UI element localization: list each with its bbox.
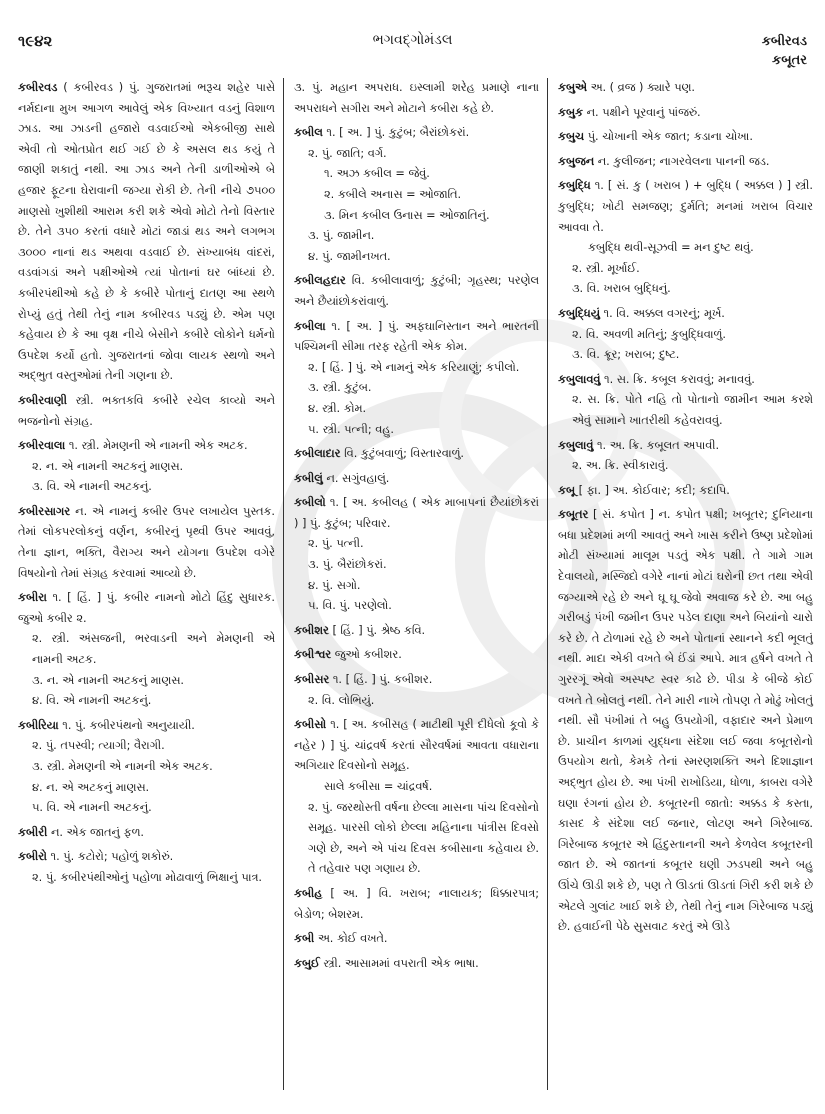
entry-definition-line: [294, 884, 539, 925]
definition-text: ૧. [ હિં. ] પું. કબીશર.: [332, 673, 433, 687]
dictionary-entry: [558, 127, 813, 148]
sense-line: ૩. ન. એ નામની અટકનું માણસ.: [32, 673, 185, 687]
headword: કબીરવાણી: [18, 393, 68, 407]
sense-line: ૪. પું. જામીનખત.: [308, 249, 391, 263]
entry-definition-line: [294, 929, 539, 950]
definition-text: પું. ચોખાની એક જાત; કડાના ચોખા.: [587, 130, 753, 144]
phrase-line: સાલે કબીસા = ચાંદ્રવર્ષ.: [324, 780, 433, 793]
headword: કબુઈ: [294, 956, 320, 970]
headword: કબુજન: [558, 154, 595, 168]
headword: કબીહ: [294, 886, 323, 900]
entry-definition-line: [18, 716, 275, 737]
entry-definition-line: [294, 621, 539, 642]
entry-definition-line: [18, 436, 275, 457]
dictionary-entry: [294, 444, 539, 465]
sense-line: ૨. સ્ત્રી. અંસજની, ભરવાડની અને મેમણની એ નામની અટક.: [32, 632, 275, 667]
guide-words: [762, 32, 807, 70]
entry-definition-line: [558, 481, 813, 502]
sense-line: ૨. પું. જાતિ; વર્ગ.: [308, 146, 387, 160]
headword: કબીસો: [294, 718, 327, 732]
entry-definition-line: [18, 391, 275, 432]
dictionary-entry: [18, 436, 275, 498]
definition-text: ૧. [ અ. કબીલહ ( એક માબાપનાં છૈયાંછોકરાં ) ] પું. કુટુંબ; પરિવાર.: [294, 496, 540, 530]
headword: કબીરવડ: [18, 81, 58, 94]
dictionary-entry: [294, 317, 539, 441]
dictionary-columns: [18, 78, 813, 1098]
dictionary-entry: [558, 103, 813, 124]
dictionary-entry: [558, 436, 813, 477]
headword: કબૂ: [558, 483, 576, 497]
guide-word-first: કબીરવડ: [761, 34, 807, 49]
phrase-line: ૧. અઝ કબીલ = જેવું.: [324, 167, 430, 181]
sense-line: ૨. અ. ક્રિ. સ્વીકારાવું.: [572, 459, 669, 473]
phrase-line: ૩. મિન કબીલ ઉનાસ = ઓજાતિનું.: [324, 208, 490, 222]
entry-definition-line: [294, 493, 539, 534]
sense-line: ૨. પું. જરથોસ્તી વર્ષના છેલ્લા માસના પાંચ દિવસોનો સમૂહ. પારસી લોકો છેલ્લા મહિનાના પાંત્રીસ દિવસો ગણે છે, અને એ પાંચ દિવસ કબીસાના કહેવાય છે. તે તહેવાર પણ ગણાય છે.: [308, 800, 539, 876]
definition-text: [ સં. કપોત ] ન. કપોત પક્ષી; ખબૂતર; દુનિયાના બધા પ્રદેશમાં મળી આવતું અને ખાસ કરીને ઉષ્ણ પ્રદેશોમાં મોટી સંખ્યામાં માલૂમ પડતું એક પક્ષી. તે ગામે ગામ દેવાલયો, મસ્જિદો વગેરે નાનાં મોટાં ઘરોની છત તથા એવી જગ્યાએ રહે છે અને ઘૂ ઘૂ જેવો અવાજ કરે છે. આ બહુ ગરીબડું પંખી જમીન ઉપર પડેલ દાણા અને બિયાંનો ચારો કરે છે. તે ટોળામાં રહે છે અને પોતાનાં સ્થાનને કદી ભૂલતું નથી. માદા એકી વખતે બે ઈંડાં આપે. માત્ર હર્ષને વખતે તે ગુરરગૂં એવો અસ્પષ્ટ સ્વર કાઢે છે. પીડા કે બીજે કોઈ વખતે તે બોલતું નથી. તેને મારી નાખે તોપણ તે મોઢું ખોલતું નથી. સૌ પંખીમાં તે બહુ ઉપયોગી, વફાદાર અને પ્રેમાળ છે. પ્રાચીન કાળમાં યુદ્ધના સંદેશા લઈ જવા કબૂતરોનો ઉપયોગ થતો, કેમકે તેનાં સ્મરણશક્તિ અને દિશાજ્ઞાન અદ્ભુત હોય છે. આ પંખી રાખોડિયા, ધોળા, કાબરા વગેરે ઘણા રંગનાં હોય છે. કબૂતરની જાતો: અક્કડ કે કસ્તા, કાસદ કે સંદેશા લઈ જનાર, લોટણ અને ગિરેબાજ. ગિરેબાજ કબૂતર એ હિંદુસ્તાનની અને કેળવેલ કબૂતરની જાત છે. એ જાતનાં કબૂતર ઘણી ઝડપથી અને બહુ ઊંચે ઊડી શકે છે, પણ તે ઊડતાં ઊડતાં ગિરી કરી શકે છે એટલે ગુલાંટ ખાઈ શકે છે, તેથી તેનું નામ ગિરેબાજ પડ્યું છે. હવાઈની પેઠે સુસવાટ કરતું એ ઊડે: [558, 508, 814, 934]
definition-text: ૧. સ. ક્રિ. કબૂલ કરાવવું; મનાવવું.: [604, 372, 755, 386]
entry-definition-line: [558, 152, 813, 173]
dictionary-entry: [18, 391, 275, 432]
dictionary-entry: [294, 954, 539, 975]
entry-definition-line: [294, 444, 539, 465]
entry-definition-line: [18, 78, 275, 387]
definition-text: [ ફા. ] અ. કોઈવાર; કદી; કદાપિ.: [578, 483, 730, 497]
sense-line: ૩. વિ. એ નામની અટકનું.: [32, 480, 152, 494]
phrase-line: ૨. કબીલે અનાસ = ઓજાતિ.: [324, 187, 462, 201]
dictionary-entry: [558, 152, 813, 173]
entry-definition-line: [558, 304, 813, 325]
headword: કબીરિયા: [18, 718, 59, 732]
sense-line: ૪. વિ. એ નામની અટકનું.: [32, 694, 152, 708]
dictionary-entry: [18, 823, 275, 844]
dictionary-entry: [18, 588, 275, 712]
dictionary-entry: [294, 645, 539, 666]
definition-text: ન. કુલીજન; નાગરવેલના પાનની જડ.: [597, 154, 770, 168]
sense-line: ૪. સ્ત્રી. કોમ.: [308, 401, 367, 415]
definition-text: ન. એક જાતનું ફળ.: [50, 825, 144, 839]
definition-text: ૧. [ અ. કબીસહ ( માટીથી પૂરી દીધેલો કૂવો કે નહેર ) ] પું. ચાંદ્રવર્ષ કરતાં સૌરવર્ષમાં આવતા વધારાના અગિયાર દિવસોનો સમૂહ.: [294, 718, 539, 773]
headword: કબીશર: [294, 623, 329, 637]
dictionary-entry: [558, 78, 813, 99]
dictionary-entry: [18, 716, 275, 819]
definition-text: અ. કોઈ વખતે.: [317, 932, 388, 946]
headword: કબીશ્વર: [294, 648, 332, 662]
dictionary-entry: [558, 176, 813, 300]
definition-text: ૧. [ અ. ] પું. કુટુંબ; બૈરાંછોકરાં.: [326, 126, 470, 140]
definition-text: [ અ. ] વિ. ખરાબ; નાલાયક; ધિક્કારપાત્ર; બેડોળ; બેશરમ.: [294, 886, 539, 921]
dictionary-entry: [294, 929, 539, 950]
entry-definition-line: [294, 954, 539, 975]
definition-text: ૧. [ સં. કુ ( ખરાબ ) + બુદ્ધિ ( અક્કલ ) ] સ્ત્રી. કુબુદ્ધિ; ખોટી સમજણ; દુર્મતિ; મનમાં ખરાબ વિચાર આવવા તે.: [558, 179, 814, 234]
entry-definition-line: [294, 645, 539, 666]
headword: કબુચ: [558, 130, 585, 144]
column-middle: [283, 78, 548, 1090]
entry-definition-line: [294, 317, 539, 358]
sense-line: ૫. વિ. પું. પરણેલો.: [308, 599, 392, 613]
entry-definition-line: [294, 670, 539, 691]
sense-line: ૪. ન. એ અટકનું માણસ.: [32, 780, 150, 794]
sense-line: ૩. વિ. ખરાબ બુદ્ધિનું.: [572, 282, 671, 296]
definition-text: ન. સગુંવહાલું.: [326, 471, 390, 485]
entry-definition-line: [558, 505, 813, 937]
guide-word-last: કબૂતર: [772, 53, 807, 68]
entry-definition-line: [294, 469, 539, 490]
dictionary-entry: [18, 502, 275, 584]
headword: કબીસર: [294, 673, 330, 687]
dictionary-entry: [558, 505, 813, 937]
dictionary-entry: [294, 78, 539, 119]
sense-line: ૨. પું. કબીરપંથીઓનું પહોળા મોઢાવાળું ભિક્ષાનું પાત્ર.: [32, 870, 263, 884]
definition-text: સ્ત્રી. ભક્તકવિ કબીરે રચેલ કાવ્યો અને ભજનોનો સંગ્રહ.: [18, 393, 275, 428]
headword: કબુદ્ધિ: [558, 179, 591, 193]
headword: કબીરવાલા: [18, 439, 66, 453]
entry-definition-line: [18, 823, 275, 844]
dictionary-entry: [294, 493, 539, 617]
dictionary-entry: [558, 304, 813, 366]
definition-text: ન. પક્ષીને પૂરવાનું પાંજરું.: [586, 105, 701, 119]
definition-text: ( કબીરવડ ) પું. ગુજરાતમાં ભરૂચ શહેર પાસે નર્મદાના મુખ આગળ આવેલું એક વિખ્યાત વડનું વિશાળ ઝાડ. આ ઝાડની હજારો વડવાઈઓ એકબીજી સાથે એવી તો ઓતપ્રોત થઈ ગઈ છે કે અસલ થડ કયું તે જાણી શકાતું નથી. આ ઝાડ અને તેની ડાળીઓએ બે હજાર ફૂટના ઘેરાવાની જગ્યા રોકી છે. તેની નીચે ૭૫૦૦ માણસો ખુશીથી આરામ કરી શકે એવો મોટો તેનો વિસ્તાર છે. તેને ૩૫૦ કરતાં વધારે મોટાં જાડાં થડ અને લગભગ ૩૦૦૦ નાનાં થડ અથવા વડવાઈ છે. સંખ્યાબંધ વાંદરાં, વડવાંગડાં અને પક્ષીઓએ ત્યાં પોતાનાં ઘર બાંધ્યાં છે. કબીરપંથીઓ કહે છે કે કબીરે પોતાનું દાતણ આ સ્થળે રોપ્યું હતું તેથી તેનું નામ કબીરવડ પડ્યું છે. એમ પણ કહેવાય છે કે આ વૃક્ષ નીચે બેસીને કબીરે લોકોને ધર્મનો ઉપદેશ કર્યો હતો. ગુજરાતનાં જોવા લાયક સ્થળો અને અદ્ભુત વસ્તુઓમાં તેની ગણના છે.: [18, 81, 275, 383]
sense-line: ૨. સ્ત્રી. મૂર્ખાઈ.: [572, 261, 640, 275]
sense-line: ૩. વિ. ક્રૂર; ખરાબ; દુષ્ટ.: [572, 348, 680, 362]
definition-text: ૧. વિ. અક્કલ વગરનું; મૂર્ખ.: [603, 306, 725, 320]
sense-line: ૩. સ્ત્રી. કુટુંબ.: [308, 381, 372, 395]
headword: કબીલો: [294, 496, 326, 510]
column-right: [548, 78, 813, 1098]
phrase-line: કબુદ્ધિ થવી-સૂઝવી = મન દુષ્ટ થવું.: [588, 241, 754, 255]
definition-text: ૩. પું. મહાન અપરાધ. ઇસ્લામી શરેહ પ્રમાણે નાના અપરાધને સગીરા અને મોટાને કબીરા કહે છે.: [294, 81, 539, 115]
sense-line: ૫. સ્ત્રી. પત્ની; વહુ.: [308, 422, 394, 436]
sense-line: ૩. પું. જામીન.: [308, 229, 375, 243]
entry-definition-line: [294, 78, 539, 119]
definition-text: વિ. કબીલાવાળું; કુટુંબી; ગૃહસ્થ; પરણેલ અને છૈયાંછોકરાંવાળું.: [294, 274, 540, 308]
headword: કબુદ્ધિયું: [558, 306, 600, 320]
sense-line: ૨. પું. પત્ની.: [308, 537, 364, 551]
dictionary-entry: [294, 621, 539, 642]
dictionary-entry: [294, 123, 539, 267]
dictionary-entry: [558, 370, 813, 432]
definition-text: સ્ત્રી. આસામમાં વપરાતી એક ભાષા.: [323, 956, 479, 970]
definition-text: જુઓ કબીશર.: [334, 648, 402, 662]
definition-text: વિ. કુટુંબવાળું; વિસ્તારવાળું.: [344, 447, 465, 461]
definition-text: ૧. [ હિં. ] પું. કબીર નામનો મોટો હિંદુ સુધારક. જુઓ કબીર ૨.: [18, 591, 275, 625]
entry-definition-line: [558, 78, 813, 99]
headword: કબીલાદાર: [294, 447, 341, 461]
sense-line: ૨. સ. ક્રિ. પોતે નહિ તો પોતાનો જામીન આમ કરશે એવું સામાને ખાતરીથી કહેવરાવવું.: [572, 393, 813, 427]
entry-definition-line: [294, 271, 539, 312]
page-number: ૧૯૪૨: [18, 32, 53, 50]
definition-text: [ હિં. ] પું. શ્રેષ્ઠ કવિ.: [332, 623, 426, 637]
dictionary-entry: [18, 847, 275, 888]
sense-line: ૫. વિ. એ નામની અટકનું.: [32, 801, 152, 815]
entry-definition-line: [558, 127, 813, 148]
sense-line: ૨. ન. એ નામની અટકનું માણસ.: [32, 459, 184, 473]
sense-line: ૨. વિ. લોભિયું.: [308, 693, 375, 707]
page-header: [0, 28, 825, 78]
headword: કબીરી: [18, 825, 48, 839]
entry-definition-line: [294, 123, 539, 144]
dictionary-entry: [294, 271, 539, 312]
headword: કબીરો: [18, 850, 47, 864]
sense-line: ૪. પું. સગો.: [308, 578, 361, 592]
definition-text: અ. ( વ્રજ ) ક્યારે પણ.: [590, 81, 695, 94]
entry-definition-line: [18, 847, 275, 868]
headword: કબુલાવું: [558, 438, 594, 452]
entry-definition-line: [294, 715, 539, 777]
headword: કબીલું: [294, 471, 323, 485]
entry-definition-line: [18, 502, 275, 584]
sense-line: ૨. [ હિં. ] પું. એ નામનું એક કરિયાણું; કપીલો.: [308, 360, 520, 374]
entry-definition-line: [558, 103, 813, 124]
headword: કબુલાવવું: [558, 372, 601, 386]
headword: કબૂતર: [558, 508, 589, 522]
sense-line: ૩. પું. બૈરાંછોકરાં.: [308, 558, 387, 572]
running-title: ભગવદ્ગોમંડલ: [372, 32, 453, 48]
dictionary-entry: [558, 481, 813, 502]
entry-definition-line: [558, 176, 813, 238]
dictionary-entry: [294, 469, 539, 490]
headword: કબીરસાગર: [18, 504, 71, 518]
dictionary-entry: [294, 884, 539, 925]
entry-definition-line: [558, 370, 813, 391]
dictionary-entry: [18, 78, 275, 387]
headword: કબુએ: [558, 81, 587, 94]
definition-text: ૧. પું. કબીરપંથનો અનુયાયી.: [62, 718, 195, 732]
definition-text: ૧. અ. ક્રિ. કબૂલત અપાવી.: [597, 438, 720, 452]
headword: કબી: [294, 932, 315, 946]
definition-text: ન. એ નામનું કબીર ઉપર લખાયેલ પુસ્તક. તેમાં લોકપરલોકનું વર્ણન, કબીરનું પૃથ્વી ઉપર આવવું, તેના જ્ઞાન, ભક્તિ, વૈરાગ્ય અને યોગના ઉપદેશ વગેરે વિષયોનો તેમાં સંગ્રહ કરવામાં આવ્યો છે.: [18, 504, 276, 580]
sense-line: ૨. પું. તપસ્વી; ત્યાગી; વૈરાગી.: [32, 739, 165, 753]
sense-line: ૩. સ્ત્રી. મેમણની એ નામની એક અટક.: [32, 760, 213, 773]
headword: કબીરા: [18, 591, 47, 605]
headword: કબીલ: [294, 126, 323, 140]
entry-definition-line: [558, 436, 813, 457]
dictionary-entry: [294, 670, 539, 711]
definition-text: ૧. [ અ. ] પું. અફઘાનિસ્તાન અને ભારતની પશ્ચિમની સીમા તરફ રહેતી એક કોમ.: [294, 319, 539, 354]
definition-text: ૧. પું. કટોરો; પહોળું શકોરું.: [50, 850, 174, 864]
dictionary-entry: [294, 715, 539, 880]
sense-line: ૨. વિ. અવળી મતિનું; કુબુદ્ધિવાળું.: [572, 327, 726, 341]
definition-text: ૧. સ્ત્રી. મેમણની એ નામની એક અટક.: [68, 439, 248, 453]
column-left: [18, 78, 283, 1098]
entry-definition-line: [18, 588, 275, 629]
headword: કબુક: [558, 105, 584, 119]
headword: કબીલહદાર: [294, 274, 346, 288]
headword: કબીલા: [294, 319, 326, 333]
